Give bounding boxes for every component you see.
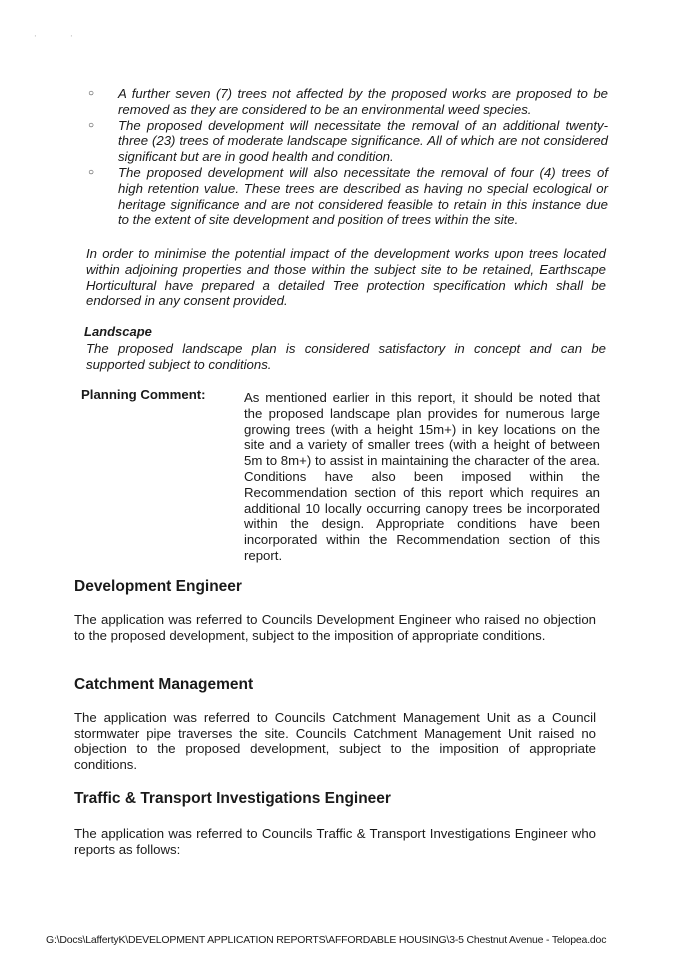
traffic-engineer-text: The application was referred to Councils Traffic & Transport Investigations Engineer who reports as follows: [74, 826, 596, 857]
list-item: ○ The proposed development will also necessitate the removal of four (4) trees of high retention value. These trees are described as having no special ecological or heritage significance and are not considered feasible to retain in this instance due to the extent of site development and position of trees within the site. [88, 165, 608, 228]
scan-speck: ˌ [70, 30, 73, 37]
traffic-engineer-heading: Traffic & Transport Investigations Engineer [74, 790, 391, 807]
catchment-management-heading: Catchment Management [74, 676, 254, 693]
list-item: ○ A further seven (7) trees not affected by the proposed works are proposed to be removed as they are considered to be an environmental weed species. [88, 86, 608, 118]
planning-comment-text: As mentioned earlier in this report, it should be noted that the proposed landscape plan provides for numerous large growing trees (with a height 15m+) in key locations on the site and a variety of smaller trees (with a height of between 5m to 8m+) to assist in maintaining the character of the area. Conditions have also been imposed within the Recommendation section of this report which requires an additional 10 locally occurring canopy trees be incorporated within the design. Appropriate conditions have been incorporated within the Recommendation section of this report. [244, 390, 600, 563]
planning-comment-label: Planning Comment: [81, 387, 206, 402]
document-path-footer: G:\Docs\LaffertyK\DEVELOPMENT APPLICATION REPORTS\AFFORDABLE HOUSING\3-5 Chestnut Avenue - Telopea.doc [46, 934, 607, 946]
catchment-management-text: The application was referred to Councils Catchment Management Unit as a Council stormwater pipe traverses the site. Councils Catchment Management Unit raised no objection to the proposed development, subject to the imposition of appropriate conditions. [74, 710, 596, 772]
scan-speck: ˌ [34, 30, 37, 37]
list-item: ○ The proposed development will necessitate the removal of an additional twenty-three (23) trees of moderate landscape significance. All of which are not considered significant but are in good health and condition. [88, 118, 608, 165]
landscape-text: The proposed landscape plan is considered satisfactory in concept and can be supported subject to conditions. [86, 341, 606, 372]
tree-protection-paragraph: In order to minimise the potential impact of the development works upon trees located within adjoining properties and those within the subject site to be retained, Earthscape Horticultural have prepared a detailed Tree protection specification which shall be endorsed in any consent provided. [86, 246, 606, 309]
development-engineer-heading: Development Engineer [74, 578, 242, 595]
landscape-heading: Landscape [84, 324, 152, 339]
tree-removal-list [88, 86, 608, 228]
development-engineer-text: The application was referred to Councils Development Engineer who raised no objection to the proposed development, subject to the imposition of appropriate conditions. [74, 612, 596, 643]
